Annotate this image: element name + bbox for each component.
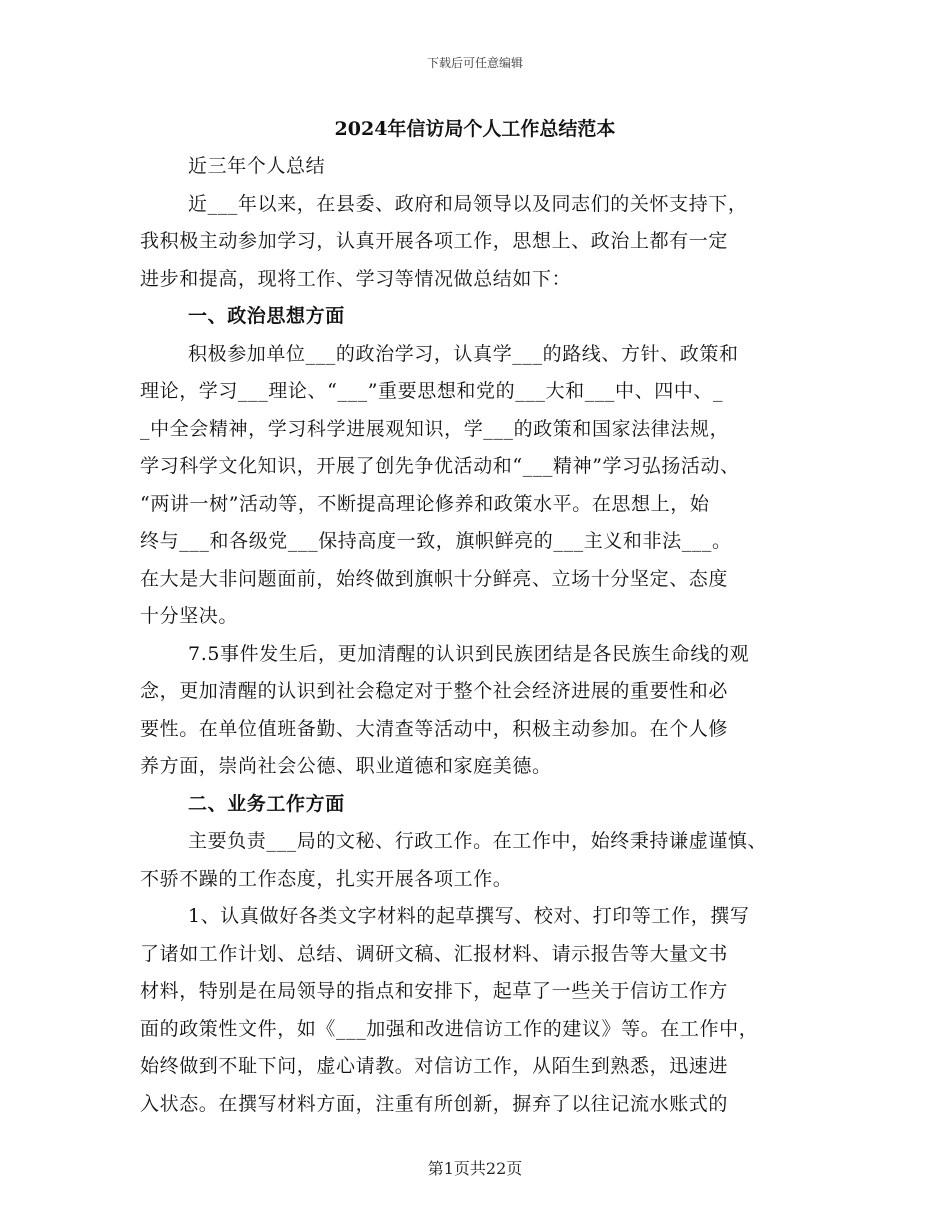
body-text-line: 理论，学习___理论、“___”重要思想和党的___大和___中、四中、_: [140, 380, 724, 402]
body-text-line: 入状态。在撰写材料方面，注重有所创新，摒弃了以往记流水账式的: [140, 1092, 729, 1115]
body-text-line: 养方面，崇尚社会公德、职业道德和家庭美德。: [140, 755, 552, 777]
body-text-line: 面的政策性文件，如《___加强和改进信访工作的建议》等。在工作中，: [140, 1017, 759, 1040]
body-text-line: 进步和提高，现将工作、学习等情况做总结如下：: [140, 267, 572, 290]
body-text-line: 我积极主动参加学习，认真开展各项工作，思想上、政治上都有一定: [140, 230, 729, 252]
section-heading: 二、业务工作方面: [188, 792, 345, 815]
page-header: 下载后可任意编辑: [426, 56, 523, 70]
body-text-line: 了诸如工作计划、总结、调研文稿、汇报材料、请示报告等大量文书: [140, 942, 729, 965]
body-text-line: 要性。在单位值班备勤、大清查等活动中，积极主动参加。在个人修: [140, 717, 729, 740]
body-text-line: 1、认真做好各类文字材料的起草撰写、校对、打印等工作，撰写: [188, 905, 750, 927]
section-heading: 一、政治思想方面: [188, 305, 345, 327]
body-text-line: 不骄不躁的工作态度，扎实开展各项工作。: [140, 867, 513, 890]
document-title: 2024年信访局个人工作总结范本: [334, 118, 616, 140]
body-text-line: 材料，特别是在局领导的指点和安排下，起草了一些关于信访工作方: [140, 980, 729, 1002]
body-text-line: 十分坚决。: [140, 605, 239, 627]
body-text-line: 终与___和各级党___保持高度一致，旗帜鲜亮的___主义和非法___。: [140, 530, 732, 552]
body-text-line: 7.5事件发生后，更加清醒的认识到民族团结是各民族生命线的观: [188, 642, 750, 665]
document-body: [140, 148, 820, 1123]
body-text-line: 主要负责___局的文秘、行政工作。在工作中，始终秉持谦虚谨慎、: [188, 830, 768, 852]
body-text-line: 念，更加清醒的认识到社会稳定对于整个社会经济进展的重要性和必: [140, 680, 729, 702]
body-text-line: 近___年以来，在县委、政府和局领导以及同志们的关怀支持下，: [188, 192, 748, 215]
page-footer: 第1页共22页: [427, 1159, 523, 1178]
body-text-line: “两讲一树”活动等，不断提高理论修养和政策水平。在思想上，始: [140, 492, 710, 515]
body-text-line: 始终做到不耻下问，虚心请教。对信访工作，从陌生到熟悉，迅速进: [140, 1055, 729, 1077]
body-text-line: _中全会精神，学习科学进展观知识，学___的政策和国家法律法规，: [140, 417, 730, 440]
body-text-line: 学习科学文化知识，开展了创先争优活动和“___精神”学习弘扬活动、: [140, 455, 740, 477]
body-text-line: 近三年个人总结: [188, 155, 326, 177]
body-text-line: 在大是大非问题面前，始终做到旗帜十分鲜亮、立场十分坚定、态度: [140, 567, 729, 590]
body-text-line: 积极参加单位___的政治学习，认真学___的路线、方针、政策和: [188, 342, 739, 365]
